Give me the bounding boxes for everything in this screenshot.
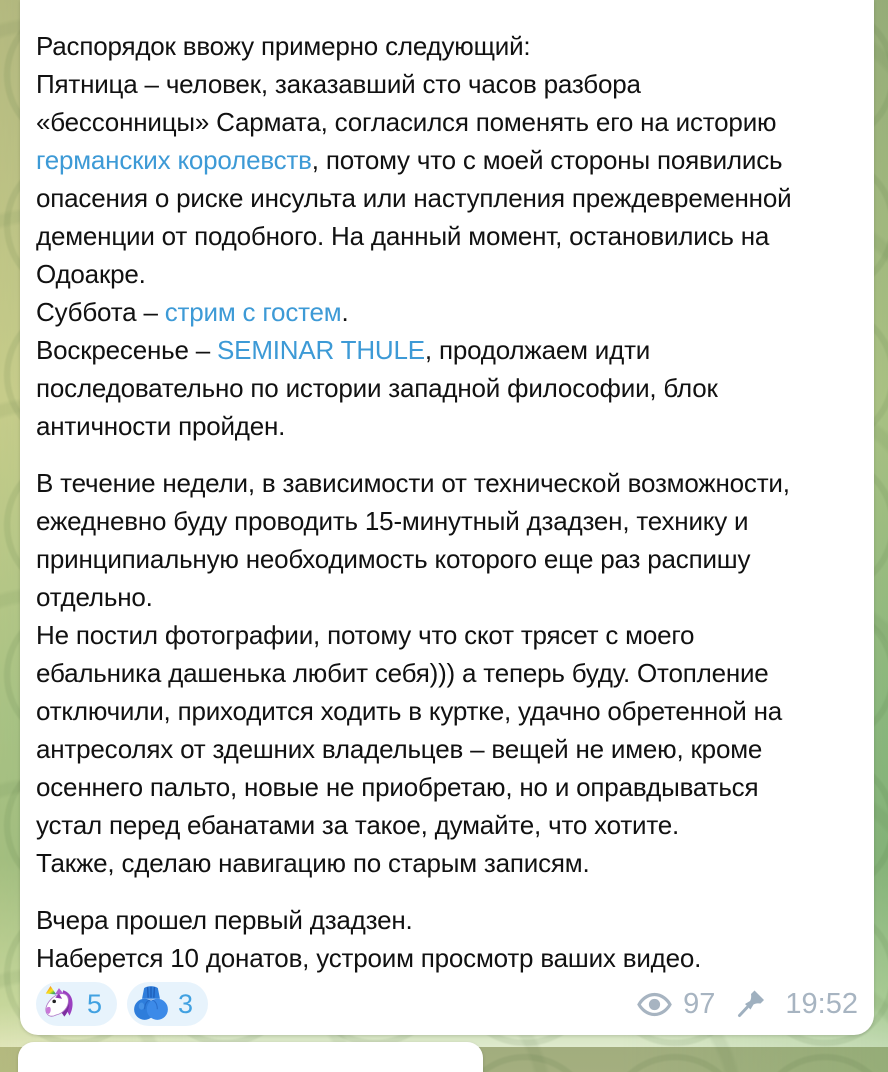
unicorn-emoji — [41, 985, 79, 1023]
text-span: Пятница – человек, заказавший сто часов разбора — [36, 69, 641, 99]
inline-link[interactable]: стрим с гостем — [164, 297, 342, 327]
message-line — [36, 464, 860, 502]
text-span: опасения о риске инсульта или наступления преждевременной — [36, 183, 792, 213]
reaction-count: 5 — [87, 988, 103, 1019]
message-line — [36, 407, 860, 445]
text-span: деменции от подобного. На данный момент, остановились на — [36, 221, 770, 251]
message-line — [36, 502, 860, 540]
message-line — [36, 616, 860, 654]
message-line — [36, 692, 860, 730]
text-span: Суббота – — [36, 297, 165, 327]
message-line — [36, 901, 860, 939]
text-span: осеннего пальто, новые не приобретаю, но и оправдываться — [36, 772, 759, 802]
message-line — [36, 331, 860, 369]
message-line — [36, 654, 860, 692]
reactions-row — [36, 982, 208, 1026]
text-span: отдельно. — [36, 582, 153, 612]
message-line — [36, 293, 860, 331]
text-span: антресолях от здешних владельцев – вещей не имею, кроме — [36, 734, 763, 764]
views-count: 97 — [683, 987, 716, 1020]
text-span: устал перед ебанатами за такое, думайте, что хотите. — [36, 810, 680, 840]
message-line — [36, 27, 860, 65]
text-span: «бессонницы» Сармата, согласился поменять его на историю — [36, 107, 777, 137]
message-line — [36, 730, 860, 768]
message-time: 19:52 — [785, 987, 858, 1020]
text-span: Одоакре. — [36, 259, 146, 289]
text-span: , продолжаем идти — [424, 335, 651, 365]
text-span: В течение недели, в зависимости от технической возможности, — [36, 468, 790, 498]
text-span: . — [341, 297, 349, 327]
message-bubble — [20, 0, 874, 1035]
text-span: Вчера прошел первый дзадзен. — [36, 905, 413, 935]
message-line — [36, 445, 860, 464]
text-span: Воскресенье – — [36, 335, 218, 365]
message-line — [36, 939, 860, 977]
message-line — [36, 141, 860, 179]
message-line — [36, 217, 860, 255]
message-text — [36, 27, 860, 977]
message-line — [36, 806, 860, 844]
text-span: Не постил фотографии, потому что скот трясет с моего — [36, 620, 695, 650]
text-span: последовательно по истории западной философии, блок — [36, 373, 718, 403]
text-span: , потому что с моей стороны появились — [311, 145, 783, 175]
message-meta — [637, 988, 858, 1021]
message-footer — [36, 982, 858, 1026]
inline-link[interactable]: германских королевств — [36, 145, 312, 175]
message-line — [36, 844, 860, 882]
message-line — [36, 540, 860, 578]
reaction-unicorn-button[interactable] — [36, 982, 117, 1026]
reaction-blue-balls-button[interactable] — [127, 982, 208, 1026]
text-span: Также, сделаю навигацию по старым записям. — [36, 848, 590, 878]
message-bubble-inner — [20, 0, 874, 1035]
message-line — [36, 103, 860, 141]
message-line — [36, 369, 860, 407]
text-span: Распорядок ввожу примерно следующий: — [36, 31, 531, 61]
text-span: ежедневно буду проводить 15-минутный дзадзен, технику и — [36, 506, 749, 536]
message-line — [36, 768, 860, 806]
text-span: отключили, приходится ходить в куртке, удачно обретенной на — [36, 696, 783, 726]
text-span: ебальника дашенька любит себя))) а теперь буду. Отопление — [36, 658, 769, 688]
message-line — [36, 179, 860, 217]
reaction-count: 3 — [178, 988, 194, 1019]
message-line — [36, 578, 860, 616]
text-span: принципиальную необходимость которого еще раз распишу — [36, 544, 751, 574]
eye-icon — [637, 992, 672, 1017]
message-line — [36, 882, 860, 901]
pin-icon — [736, 989, 766, 1019]
inline-link[interactable]: SEMINAR THULE — [217, 335, 425, 365]
message-line — [36, 65, 860, 103]
message-line — [36, 255, 860, 293]
text-span: античности пройден. — [36, 411, 286, 441]
blue-balls-emoji — [132, 985, 170, 1023]
text-span: Наберется 10 донатов, устроим просмотр ваших видео. — [36, 943, 702, 973]
